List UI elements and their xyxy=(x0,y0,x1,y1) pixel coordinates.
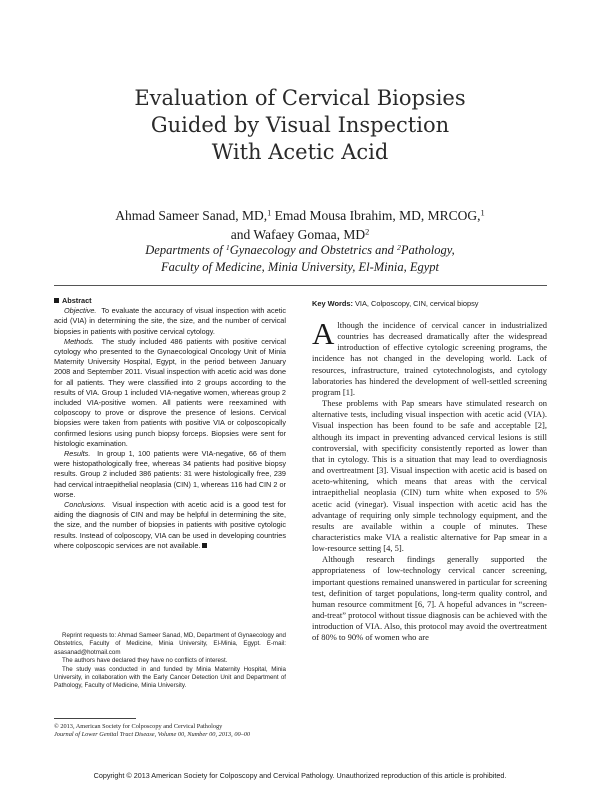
article-title xyxy=(60,85,540,166)
end-mark-icon xyxy=(202,543,207,548)
journal-citation: Journal of Lower Genital Tract Disease, Volume 00, Number 00, 2013, 00–00 xyxy=(54,731,251,738)
affiliation-line-2: Faculty of Medicine, Minia University, El-Minia, Egypt xyxy=(160,260,440,274)
title-line: Evaluation of Cervical Biopsies xyxy=(134,86,466,110)
body-paragraph-3: Although research findings generally supported the appropriateness of low-technology cervical cancer screening, important questions remained unanswered in particular for screening test, definition of target populations, long-term quality control, and human resource commitment [6, 7]. A hopeful advances in “screen-and-treat” protocol without tissue diagnosis can be achieved with the introduction of VIA. Also, this protocol may avoid the overtreatment of 80% to 90% of women who are xyxy=(312,554,547,643)
objective-text: To evaluate the accuracy of visual inspection with acetic acid (VIA) in determining the site, the size, and the number of cervical biopsies in patients with positive cervical cytology. xyxy=(54,306,286,336)
conclusions-label: Conclusions. xyxy=(64,500,106,510)
conclusions-text: Visual inspection with acetic acid is a good test for aiding the diagnosis of CIN and may be helpful in determining the site, the size, and the number of biopsies in patients with positive cytologic results. Instead of colposcopy, VIA can be used in developing countries where colposcopic services are not available. xyxy=(54,500,286,550)
body-text xyxy=(312,316,547,644)
footnotes xyxy=(54,632,286,691)
methods-label: Methods. xyxy=(64,336,95,346)
keywords-text: VIA, Colposcopy, CIN, cervical biopsy xyxy=(352,299,479,308)
author-list xyxy=(60,206,540,244)
author-3-affil: 2 xyxy=(365,227,370,237)
society-copyright: © 2013, American Society for Colposcopy and Cervical Pathology xyxy=(54,723,223,730)
author-1-affil: 1 xyxy=(267,208,272,218)
header-divider xyxy=(54,285,547,286)
abstract-heading xyxy=(54,296,286,306)
affiliation-dept-2: Pathology, xyxy=(400,243,455,257)
page-footer: Copyright © 2013 American Society for Colposcopy and Cervical Pathology. Unauthorized reproduction of this article is prohibited. xyxy=(93,771,507,780)
drop-cap: A xyxy=(312,316,335,351)
affiliation-prefix: Departments of xyxy=(145,243,226,257)
affiliation-dept-1: Gynaecology and Obstetrics and xyxy=(229,243,398,257)
funding-note: The study was conducted in and funded by Minia Maternity Hospital, Minia University, in collaboration with the Early Cancer Detection Unit and Department of Pathology, Faculty of Medicine, Minia University. xyxy=(54,665,286,690)
title-line: Guided by Visual Inspection xyxy=(150,113,450,137)
abstract-results xyxy=(54,449,286,500)
keywords xyxy=(312,299,547,309)
body-paragraph-1-text: lthough the incidence of cervical cancer in industrialized countries has decreased dramatically after the widespread introduction of effective cytologic screening programs, the incidence has not changed in the developing world. Lack of resources, infrastructure, trained cytotechnologists, and cytology laboratories has hindered the development of well-settled screening program [1]. xyxy=(312,320,547,397)
body-paragraph-2: These problems with Pap smears have stimulated research on alternative tests, including visual inspection with acetic acid (VIA). Visual inspection has been found to be safe and acceptable [2], although its impact in preventing advanced cervical lesions is still controversial, with specificity consistently reported as lower than that in cytology. This is a situation that may lead to overdiagnosis and overtreatment [3]. Visual inspection with acetic acid is based on aceto-whitening, which means that areas with the cervical intraepithelial neoplasia (CIN) turn white when exposed to 5% acetic acid (vinegar). Visual inspection with acetic acid has the advantage of requiring only simple technology equipment, and the results are available within a couple of minutes. These characteristics make VIA a realistic alternative for Pap smear in a low-resource setting [4, 5]. xyxy=(312,398,547,554)
abstract-objective xyxy=(54,306,286,337)
affiliation-sup-2: 2 xyxy=(397,242,401,252)
methods-text: The study included 486 patients with positive cervical cytology who presented to the Gynaecological Oncology Unit of Minia Maternity University Hospital, Egypt, in the period between January 2008 and September 2011. Visual inspection with acetic acid was done for all patients. They were classified into 2 groups according to the results of VIA. Group 1 included VIA-negative women, whereas group 2 included VIA-positive women. All patients were reexamined with colposcopy to prove or disprove the presence of lesions. Cervical biopsies were taken from patients with positive VIA or colposcopically confirmed lesions using punch biopsy forceps. Biopsies were sent for histologic examination. xyxy=(54,336,286,448)
square-bullet-icon xyxy=(54,298,59,303)
author-3: and Wafaey Gomaa, MD xyxy=(230,227,366,242)
author-2-affil: 1 xyxy=(480,208,485,218)
title-line: With Acetic Acid xyxy=(211,140,389,164)
abstract-conclusions xyxy=(54,500,286,551)
author-1: Ahmad Sameer Sanad, MD, xyxy=(115,208,268,223)
affiliation-sup-1: 1 xyxy=(225,242,230,252)
author-2: Emad Mousa Ibrahim, MD, MRCOG, xyxy=(271,208,481,223)
affiliation-line-1 xyxy=(60,242,540,259)
abstract-section xyxy=(54,296,286,551)
results-text: In group 1, 100 patients were VIA-negative, 66 of them were histopathologically free, whereas 34 patients had positive biopsy results. Group 2 included 386 patients: 31 were histologically free, 239 had cervical intraepithelial neoplasia (CIN) 1, whereas 116 had CIN 2 or worse. xyxy=(54,449,286,499)
reprint-note: Reprint requests to: Ahmad Sameer Sanad, MD, Department of Gynaecology and Obstetrics, Faculty of Medicine, Minia University, El-Minia, Egypt. E-mail: asasanad@hotmail.com xyxy=(54,632,286,656)
body-paragraph-1 xyxy=(312,316,547,398)
authors-line-1 xyxy=(60,206,540,225)
abstract-heading-text: Abstract xyxy=(62,296,92,305)
footnote-divider xyxy=(54,718,136,719)
conflict-note: The authors have declared they have no conflicts of interest. xyxy=(62,657,228,665)
objective-label: Objective. xyxy=(64,306,97,316)
results-label: Results. xyxy=(64,449,91,459)
keywords-label: Key Words: xyxy=(312,299,353,308)
affiliations xyxy=(60,242,540,276)
abstract-methods xyxy=(54,337,286,449)
